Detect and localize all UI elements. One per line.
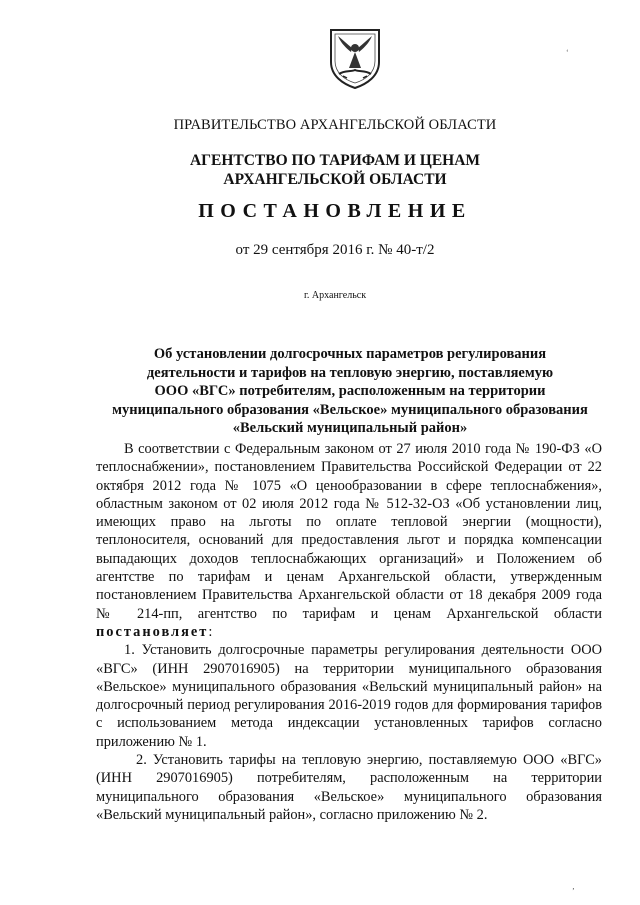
document-date-number: от 29 сентября 2016 г. № 40-т/2: [235, 242, 435, 258]
decree-colon: :: [208, 623, 213, 640]
scan-mark: ‚: [572, 882, 575, 891]
item-2-paragraph: 2. Установить тарифы на тепловую энергию, поставляемую ООО «ВГС» (ИНН 2907016905) потребителям, расположенным на территории муниципального образования «Вельское» муниципального образования «Вельский муниципальный район», согласно приложению № 2.: [96, 752, 602, 823]
preamble-text: В соответствии с Федеральным законом от 27 июля 2010 года № 190-ФЗ «О теплоснабжении», постановлением Правительства Российской Федерации от 22 октября 2012 года № 1075 «О ценообразовании в сфере теплоснабжения», областным законом от 02 июля 2012 года № 512-32-ОЗ «Об установлении лиц, имеющих право на льготы по оплате тепловой энергии (мощности), теплоносителя, оснований для предоставления льгот и порядка компенсации выпадающих доходов теплоснабжающих организаций» и Положением об агентстве по тарифам и ценам Архангельской области, утвержденным постановлением Правительства Архангельской области от 18 декабря 2009 года № 214-пп, агентство по тарифам и ценам Архангельской области: [96, 441, 602, 622]
decree-word: постановляет: [96, 623, 209, 640]
coat-of-arms-icon: [327, 26, 383, 90]
document-subject: [96, 345, 604, 438]
subject-line: муниципального образования «Вельское» муниципального образования: [112, 401, 588, 418]
scan-mark: ‘: [566, 48, 569, 57]
agency-name-line: АРХАНГЕЛЬСКОЙ ОБЛАСТИ: [223, 171, 447, 188]
subject-line: деятельности и тарифов на тепловую энергию, поставляемую: [146, 364, 554, 381]
subject-line: «Вельский муниципальный район»: [232, 420, 468, 436]
preamble-paragraph: [96, 440, 602, 641]
subject-line: Об установлении долгосрочных параметров регулирования: [153, 346, 547, 362]
document-body: [96, 440, 602, 824]
subject-line: ООО «ВГС» потребителям, расположенным на территории: [154, 383, 546, 399]
agency-name-line: АГЕНТСТВО ПО ТАРИФАМ И ЦЕНАМ: [189, 152, 481, 169]
document-city: г. Архангельск: [303, 290, 367, 301]
document-type: ПОСТАНОВЛЕНИЕ: [198, 200, 472, 222]
agency-name: [0, 151, 640, 189]
item-1-paragraph: 1. Установить долгосрочные параметры регулирования деятельности ООО «ВГС» (ИНН 2907016905) на территории муниципального образования «Вельское» муниципального образования «Вельский муниципальный район» на долгосрочный период регулирования 2016-2019 годов для формирования тарифов с использованием метода индексации установленных тарифов согласно приложению № 1.: [96, 642, 602, 750]
government-name: ПРАВИТЕЛЬСТВО АРХАНГЕЛЬСКОЙ ОБЛАСТИ: [173, 117, 497, 133]
